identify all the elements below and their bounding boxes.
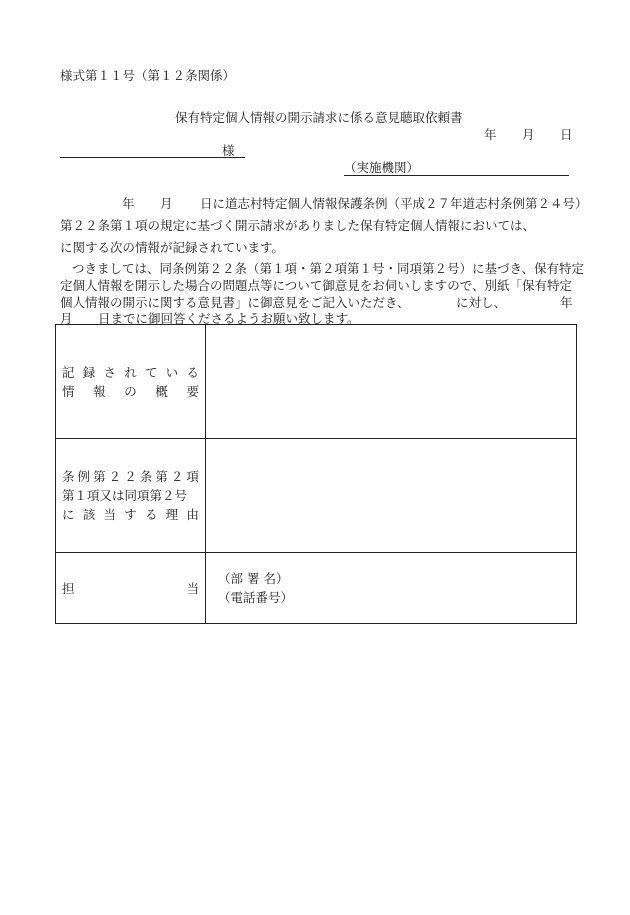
- char: 条: [62, 469, 75, 484]
- char: 当: [103, 507, 116, 522]
- char: 由: [186, 507, 199, 522]
- char: 条: [139, 469, 153, 484]
- document-title: 保有特定個人情報の開示請求に係る意見聴取依頼書: [175, 110, 463, 125]
- char: 第: [155, 469, 168, 484]
- value-contact: [206, 553, 577, 624]
- char: ２: [108, 469, 122, 484]
- issuer-underline: [344, 175, 569, 176]
- char: 要: [186, 383, 199, 399]
- body-l1-year: 年: [122, 196, 135, 211]
- char: さ: [103, 364, 116, 380]
- char: 該: [82, 507, 96, 522]
- char: 理: [165, 507, 179, 522]
- char: 担: [62, 580, 75, 596]
- char: れ: [124, 364, 137, 380]
- label-line: [62, 467, 199, 486]
- value-info-summary[interactable]: [206, 325, 577, 439]
- body-l6-to: に対し、: [456, 295, 507, 310]
- body-l6-text: 個人情報の開示に関する意見書」に御意見をご記入いただき、: [60, 295, 410, 310]
- char: ２: [124, 469, 137, 484]
- char: 録: [82, 364, 96, 380]
- char: 第: [93, 469, 106, 484]
- label-line: [62, 363, 199, 382]
- char: 情: [62, 383, 75, 399]
- body-l5: 定個人情報を開示した場合の問題点等について御意見をお伺いしますので、別紙「保有特定: [60, 278, 573, 293]
- label-line: [62, 382, 199, 401]
- char: 報: [93, 383, 106, 399]
- addressee-suffix: 様: [222, 143, 235, 158]
- phone-field[interactable]: （電話番号）: [218, 590, 294, 605]
- dept-field[interactable]: （部 署 名）: [218, 571, 289, 586]
- char: の: [124, 383, 137, 399]
- date-year: 年: [484, 127, 497, 142]
- addressee-underline: [60, 157, 245, 158]
- char: 概: [155, 383, 168, 399]
- body-l4: つきましては、同条例第２２条（第１項・第２項第１号・同項第２号）に基づき、保有特定: [72, 261, 585, 276]
- body-l1-rest: 日に道志村特定個人情報保護条例（平成２７年道志村条例第２４号）: [200, 196, 588, 211]
- char: 項: [186, 469, 199, 484]
- char: 記: [62, 364, 75, 380]
- date-month: 月: [522, 127, 535, 142]
- char: 例: [77, 469, 91, 484]
- char: に: [62, 507, 75, 522]
- label-info-summary: [56, 325, 206, 439]
- label-text: 第１項又は同項第２号: [62, 488, 188, 503]
- body-l1-month: 月: [160, 196, 173, 211]
- char: る: [144, 507, 158, 522]
- label-line: [62, 486, 199, 505]
- body-l2: 第２２条第１項の規定に基づく開示請求がありました保有特定個人情報においては、: [60, 218, 536, 233]
- table-row-reason: [56, 439, 577, 553]
- form-number: 様式第１１号（第１２条関係）: [60, 68, 236, 83]
- body-l3: に関する次の情報が記録されています。: [60, 240, 285, 255]
- body-l6-year: 年: [560, 295, 573, 310]
- value-reason[interactable]: [206, 439, 577, 553]
- label-reason: [56, 439, 206, 553]
- table-row-info-summary: [56, 325, 577, 439]
- table-row-contact: [56, 553, 577, 624]
- label-line: [62, 579, 199, 598]
- date-day: 日: [560, 127, 573, 142]
- char: 当: [186, 580, 199, 596]
- char: ２: [170, 469, 184, 484]
- body-l7-month: 月: [60, 311, 73, 326]
- char: て: [144, 364, 158, 380]
- label-contact: [56, 553, 206, 624]
- char: る: [186, 364, 199, 380]
- char: す: [124, 507, 137, 522]
- char: い: [165, 364, 179, 380]
- issuer-label: （実施機関）: [344, 160, 420, 175]
- info-table: [55, 324, 577, 624]
- body-l7-rest: 日までに御回答くださるようお願い致します。: [98, 311, 360, 326]
- label-line: [62, 505, 199, 524]
